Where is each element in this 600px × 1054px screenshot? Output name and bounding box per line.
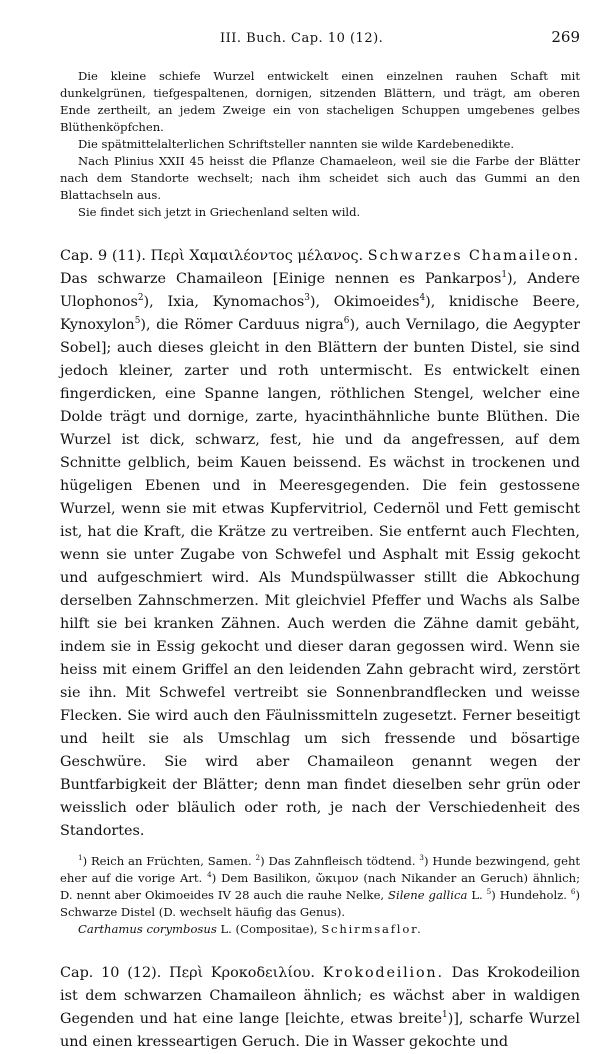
- text-run: ), auch Vernilago, die Aegypter Sobel]; auch dieses gleicht in den Blättern der bunten Distel, sie sind jedoch kleiner, zarter und roth untermischt. Es entwickelt einen fingerdicken, eine Spanne langen, röthlichen Stengel, welcher eine Dolde trägt und dornige, zarte, hyacinthähnliche bunte Blüthen. Die Wurzel ist dick, schwarz, fest, hie und da angefressen, auf dem Schnitte gelblich, beim Kauen beissend. Es wächst in trockenen und hügeligen Ebenen und in Meeresgegenden. Die fein gestossene Wurzel, wenn sie mit etwas Kupfervitriol, Cedernöl und Fett gemischt ist, hat die Kraft, die Krätze zu vertreiben. Sie entfernt auch Flechten, wenn sie unter Zugabe von Schwefel und Asphalt mit Essig gekocht und aufgeschmiert wird. Als Mundspülwasser stillt die Abkochung derselben Zahnschmerzen. Mit gleichviel Pfeffer und Wachs als Salbe hilft sie bei kranken Zähnen. Auch werden die Zähne damit gebäht, indem sie in Essig gekocht und dieser daran gegossen wird. Wenn sie heiss mit einem Griffel an den leidenden Zahn gebracht wird, zerstört sie ihn. Mit Schwefel vertreibt sie Sonnenbrandflecken und weisse Flecken. Sie wird auch den Fäulnissmitteln zugesetzt. Ferner beseitigt und heilt sie als Umschlag um sich fressende und bösartige Geschwüre. Sie wird aber Chamaileon genannt wegen der Buntfarbigkeit der Blätter; denn man findet dieselben sehr grün oder weisslich oder bläulich oder roth, je nach der Verschiedenheit des Standortes.: [60, 317, 580, 839]
- chapter-10-greek-title: Περὶ Κροκοδειλίου.: [169, 965, 315, 981]
- text-run: ), die Römer Carduus nigra: [140, 317, 344, 333]
- footnote-number: 4: [207, 870, 212, 880]
- footnote-mark: 5: [134, 316, 141, 327]
- text-run: L.: [467, 888, 483, 902]
- footnote-mark: 1: [501, 270, 508, 281]
- note-paragraph: Sie findet sich jetzt in Griechenland selten wild.: [78, 205, 361, 219]
- footnote-4: Dem Basilikon,: [221, 871, 316, 885]
- chapter-10-text: [60, 962, 580, 1054]
- footnote-block: [60, 853, 580, 921]
- page-number: 269: [551, 28, 580, 46]
- botanical-identification: [60, 921, 580, 938]
- note-paragraph: Die kleine schiefe Wurzel entwickelt einen einzelnen rauhen Schaft mit dunkelgrünen, tiefgespaltenen, dornigen, sitzenden Blättern, und trägt, am oberen Ende zertheilt, an jedem Zweige ein von stacheligen Schuppen umgebenes gelbes Blüthenköpfchen.: [60, 69, 580, 134]
- greek-word: ὤκιμον: [315, 871, 359, 885]
- species-name: Carthamus corymbosus: [78, 922, 217, 936]
- chapter-9-title: Schwarzes Chamaileon.: [367, 248, 580, 264]
- chapter-10-label: Cap. 10 (12).: [60, 965, 162, 981]
- chapter-9: [60, 245, 580, 843]
- text-run: Das Krokodeilion ist dem schwarzen Chamaileon ähnlich; es wächst aber in waldigen Gegenden und hat eine lange [leichte, etwas breite: [60, 965, 581, 1027]
- text-run: ): [423, 854, 429, 868]
- text-run: Das schwarze Chamaileon [Einige nennen es Pankarpos: [60, 271, 502, 287]
- footnote-mark: 6: [343, 316, 350, 327]
- footnote-2: Das Zahnfleisch tödtend.: [268, 854, 416, 868]
- footnote-1: Reich an Früchten, Samen.: [90, 854, 252, 868]
- text-run: ), knidische Beere, Kynoxylon: [60, 294, 580, 333]
- footnote-number: 6: [570, 887, 576, 897]
- chapter-10: [60, 962, 580, 1054]
- footnote-number: 2: [255, 853, 261, 863]
- species-name: Silene gallica: [388, 888, 468, 902]
- chapter-9-greek-title: Περὶ Χαμαιλέοντος μέλανος.: [150, 248, 364, 264]
- footnote-number: 3: [419, 853, 424, 863]
- text-run: ), Ixia, Kynomachos: [143, 294, 305, 310]
- footnote-mark: 3: [304, 293, 310, 304]
- note-paragraph: Nach Plinius XXII 45 heisst die Pflanze Chamaeleon, weil sie die Farbe der Blätter nach dem Standorte wechselt; nach ihm scheidet sich auch das Gummi an den Blattachseln aus.: [60, 154, 580, 202]
- text-run: ): [491, 888, 496, 902]
- chapter-9-text: [60, 245, 580, 843]
- footnote-number: 5: [486, 887, 492, 897]
- previous-chapter-notes: [60, 68, 580, 221]
- chapter-10-title: Krokodeilion.: [322, 965, 444, 981]
- text-run: ): [507, 271, 513, 287]
- text-run: L. (Compositae),: [216, 922, 322, 936]
- footnote-mark: 1: [442, 1010, 448, 1021]
- footnote-mark: 4: [419, 293, 426, 304]
- note-paragraph: Die spätmittelalterlichen Schriftsteller nannten sie wilde Kardebenedikte.: [78, 137, 515, 151]
- footnote-6: Schwarze Distel (D. wechselt häufig das Genus).: [60, 905, 346, 919]
- chapter-9-label: Cap. 9 (11).: [60, 248, 146, 264]
- text-run: ): [82, 854, 88, 868]
- text-run: ), Okimoeides: [309, 294, 420, 310]
- footnote-mark: 2: [137, 293, 144, 304]
- page-header: [220, 28, 580, 46]
- text-run: ): [211, 871, 217, 885]
- text-run: ): [260, 854, 265, 868]
- text-run: (nach Nikander an Geruch) ähnlich; D. nennt aber Okimoeides IV 28 auch die rauhe Nelke,: [60, 871, 581, 902]
- text-run: , Andere Ulophonos: [60, 271, 580, 310]
- running-title: III. Buch. Cap. 10 (12).: [220, 31, 384, 46]
- text-run: ): [575, 888, 581, 902]
- footnotes: [60, 853, 580, 938]
- footnote-5: Hundeholz.: [499, 888, 567, 902]
- footnote-3: Hunde bezwingend, geht eher auf die vorige Art.: [60, 854, 581, 885]
- footnote-number: 1: [78, 853, 83, 863]
- common-name: Schirmsaflor.: [321, 922, 423, 936]
- text-run: )], scharfe Wurzel und einen kresseartigen Geruch. Die in Wasser gekochte und: [60, 1011, 580, 1050]
